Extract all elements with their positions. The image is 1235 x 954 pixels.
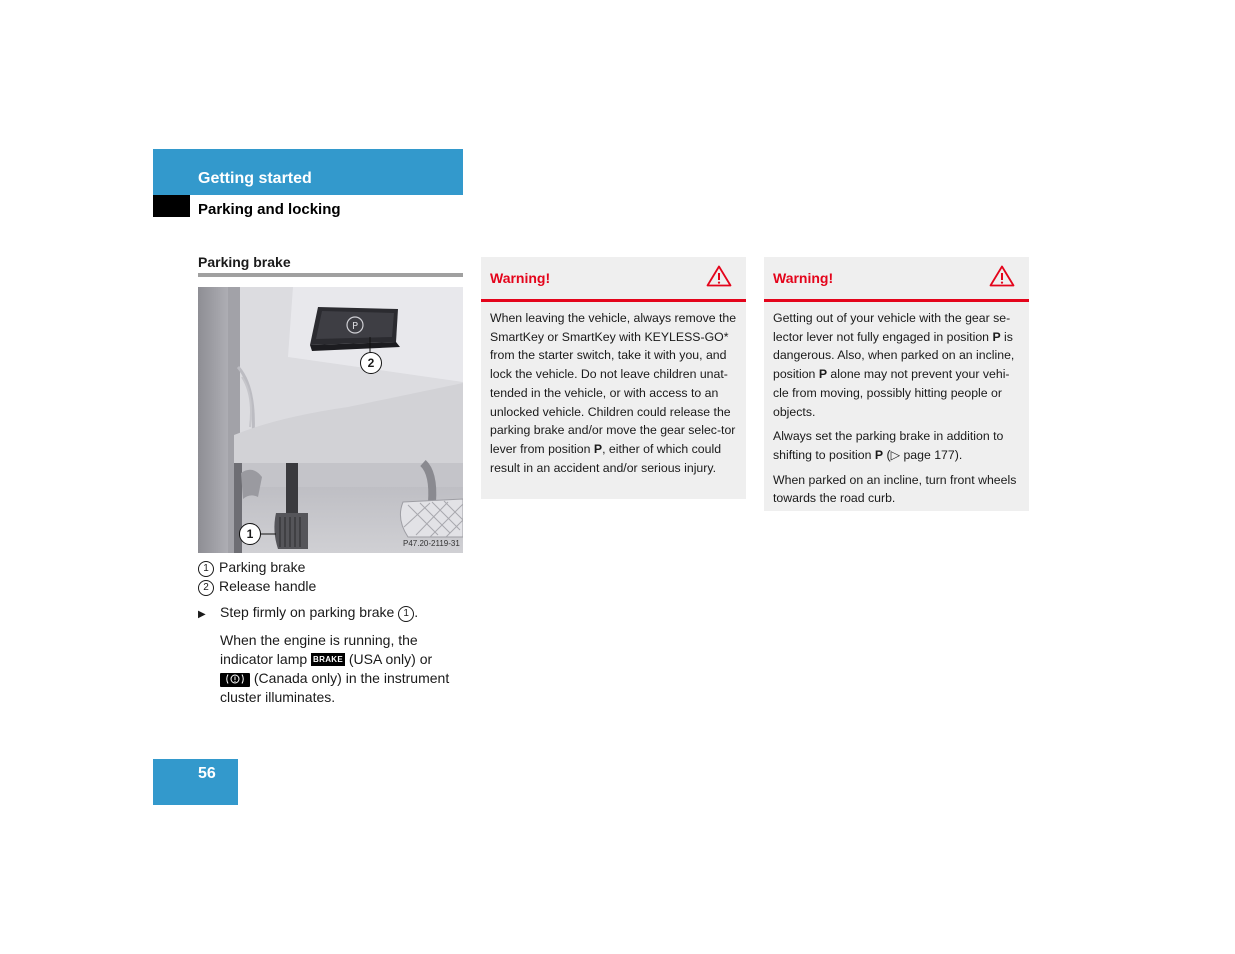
warning-box-key (481, 257, 746, 499)
step-result (220, 631, 465, 707)
warning-header (764, 257, 1029, 302)
callout-1-label: 1 (246, 527, 254, 541)
warning-text: is dangerous. Also, when parked on an incline, position (773, 329, 1015, 382)
gear-position-p: P (992, 329, 1001, 344)
warning-box-gear (764, 257, 1029, 511)
section-marker (153, 195, 190, 217)
svg-text:P: P (351, 321, 359, 332)
warning-paragraph (490, 309, 737, 477)
result-text-2: (USA only) or (348, 651, 433, 667)
result-text-3: (Canada only) in the instrument cluster illuminates. (220, 670, 450, 705)
sub-heading-rule (198, 273, 463, 277)
warning-triangle-icon (989, 265, 1015, 292)
warning-text: Always set the parking brake in addition to shifting to position (773, 429, 1004, 462)
gear-position-p: P (593, 441, 603, 456)
warning-paragraph (773, 309, 1020, 421)
warning-header (481, 257, 746, 302)
step-arrow-icon: ▶ (198, 609, 206, 620)
legend-item (198, 559, 305, 577)
legend-number: 2 (198, 580, 214, 596)
canada-brake-lamp-icon (220, 673, 250, 687)
warning-paragraph: When parked on an incline, turn front wheels towards the road curb. (773, 472, 1017, 506)
warning-paragraph (773, 427, 1020, 464)
page-number-box (153, 759, 238, 805)
result-text-1: When the engine is running, the indicator lamp (220, 632, 418, 667)
sub-heading: Parking brake (198, 254, 291, 270)
step-reference-number: 1 (398, 606, 414, 622)
step-end: . (414, 604, 419, 620)
figure-code: P47.20-2119-31 (403, 539, 460, 548)
warning-body (764, 302, 1029, 516)
callout-2-label: 2 (367, 356, 375, 370)
instruction-step (198, 604, 418, 622)
warning-text-a: When leaving the vehicle, always remove the SmartKey or SmartKey with KEYLESS-GO* from the starter switch, take it with you, and lock the vehicle. Do not leave children unat-tended in the vehicle, or with access to an unlocked vehicle. Children could release the parking brake and/or move the gear selec-tor lever from position (490, 311, 737, 456)
callout-1 (239, 523, 261, 545)
chapter-title: Getting started (198, 170, 312, 187)
page-number: 56 (198, 765, 216, 782)
parking-brake-illustration (198, 287, 463, 553)
warning-title: Warning! (490, 270, 551, 286)
brake-lamp-icon: BRAKE (313, 655, 343, 664)
warning-text: alone may not prevent your vehi-cle from moving, possibly hitting people or objects. (773, 367, 1010, 419)
section-title: Parking and locking (198, 201, 341, 218)
warning-triangle-icon (706, 265, 732, 292)
gear-position-p: P (818, 367, 828, 382)
callout-2 (360, 352, 382, 374)
legend-label: Parking brake (219, 559, 306, 575)
warning-text-b: , either of which could result in an accident and/or serious injury. (490, 441, 722, 475)
warning-text: Getting out of your vehicle with the gear se-lector lever not fully engaged in position (773, 311, 1011, 344)
step-text: Step firmly on parking brake (220, 604, 395, 620)
gear-position-p: P (874, 447, 884, 462)
warning-title: Warning! (773, 270, 834, 286)
legend-number: 1 (198, 561, 214, 577)
legend-item (198, 578, 316, 596)
warning-body (481, 302, 746, 485)
legend-label: Release handle (219, 578, 317, 594)
page-reference-link[interactable]: (▷ page 177). (883, 447, 963, 462)
